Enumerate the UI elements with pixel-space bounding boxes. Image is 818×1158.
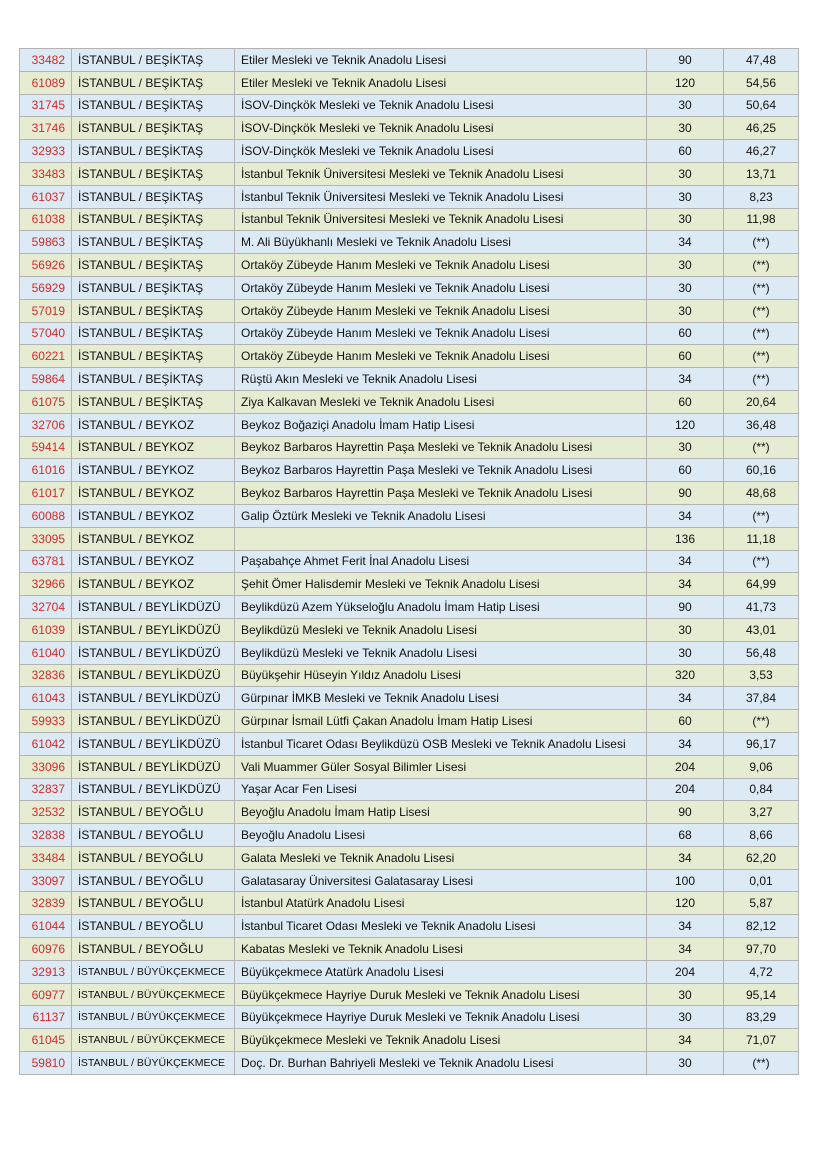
school-name-cell: Ortaköy Zübeyde Hanım Mesleki ve Teknik Anadolu Lisesi: [235, 299, 647, 322]
school-code-cell: 61039: [20, 618, 72, 641]
quota-cell: 30: [647, 1006, 724, 1029]
quota-cell: 30: [647, 618, 724, 641]
school-name-cell: Büyükşehir Hüseyin Yıldız Anadolu Lisesi: [235, 664, 647, 687]
school-name-cell: Gürpınar İMKB Mesleki ve Teknik Anadolu Lisesi: [235, 687, 647, 710]
province-district-cell: İSTANBUL / BEŞİKTAŞ: [72, 49, 235, 72]
school-code-cell: 32532: [20, 801, 72, 824]
table-row: [20, 983, 799, 1006]
table-row: [20, 94, 799, 117]
school-code-cell: 32706: [20, 413, 72, 436]
school-code-cell: 59933: [20, 710, 72, 733]
quota-cell: 120: [647, 413, 724, 436]
score-cell: 8,66: [724, 824, 799, 847]
score-cell: 54,56: [724, 71, 799, 94]
quota-cell: 34: [647, 938, 724, 961]
table-row: [20, 254, 799, 277]
school-code-cell: 56929: [20, 276, 72, 299]
province-district-cell: İSTANBUL / BEŞİKTAŞ: [72, 94, 235, 117]
province-district-cell: İSTANBUL / BEŞİKTAŞ: [72, 231, 235, 254]
school-name-cell: Ziya Kalkavan Mesleki ve Teknik Anadolu Lisesi: [235, 390, 647, 413]
score-cell: (**): [724, 299, 799, 322]
quota-cell: 30: [647, 94, 724, 117]
score-cell: (**): [724, 254, 799, 277]
quota-cell: 60: [647, 140, 724, 163]
school-code-cell: 61037: [20, 185, 72, 208]
school-name-cell: Büyükçekmece Atatürk Anadolu Lisesi: [235, 960, 647, 983]
school-name-cell: Beylikdüzü Azem Yükseloğlu Anadolu İmam Hatip Lisesi: [235, 596, 647, 619]
school-name-cell: Galip Öztürk Mesleki ve Teknik Anadolu Lisesi: [235, 504, 647, 527]
school-code-cell: 33097: [20, 869, 72, 892]
province-district-cell: İSTANBUL / BEŞİKTAŞ: [72, 254, 235, 277]
table-row: [20, 140, 799, 163]
province-district-cell: İSTANBUL / BEYKOZ: [72, 504, 235, 527]
school-name-cell: Beykoz Barbaros Hayrettin Paşa Mesleki ve Teknik Anadolu Lisesi: [235, 482, 647, 505]
score-cell: 11,98: [724, 208, 799, 231]
quota-cell: 60: [647, 459, 724, 482]
table-row: [20, 231, 799, 254]
table-row: [20, 892, 799, 915]
score-cell: 71,07: [724, 1029, 799, 1052]
quota-cell: 34: [647, 687, 724, 710]
table-row: [20, 185, 799, 208]
school-code-cell: 32838: [20, 824, 72, 847]
province-district-cell: İSTANBUL / BEŞİKTAŞ: [72, 71, 235, 94]
table-row: [20, 778, 799, 801]
table-row: [20, 641, 799, 664]
score-cell: 4,72: [724, 960, 799, 983]
school-code-cell: 61042: [20, 732, 72, 755]
score-cell: 43,01: [724, 618, 799, 641]
score-cell: 3,27: [724, 801, 799, 824]
school-name-cell: İstanbul Teknik Üniversitesi Mesleki ve Teknik Anadolu Lisesi: [235, 162, 647, 185]
score-cell: (**): [724, 550, 799, 573]
score-cell: 95,14: [724, 983, 799, 1006]
score-cell: 8,23: [724, 185, 799, 208]
school-code-cell: 61016: [20, 459, 72, 482]
score-cell: 0,01: [724, 869, 799, 892]
table-row: [20, 1052, 799, 1075]
quota-cell: 120: [647, 71, 724, 94]
school-name-cell: Doç. Dr. Burhan Bahriyeli Mesleki ve Teknik Anadolu Lisesi: [235, 1052, 647, 1075]
province-district-cell: İSTANBUL / BEYOĞLU: [72, 869, 235, 892]
table-row: [20, 710, 799, 733]
province-district-cell: İSTANBUL / BEYKOZ: [72, 482, 235, 505]
table-row: [20, 550, 799, 573]
province-district-cell: İSTANBUL / BEŞİKTAŞ: [72, 140, 235, 163]
quota-cell: 34: [647, 550, 724, 573]
quota-cell: 34: [647, 573, 724, 596]
table-row: [20, 869, 799, 892]
province-district-cell: İSTANBUL / BEYKOZ: [72, 436, 235, 459]
school-name-cell: [235, 527, 647, 550]
school-name-cell: Beykoz Barbaros Hayrettin Paşa Mesleki ve Teknik Anadolu Lisesi: [235, 436, 647, 459]
province-district-cell: İSTANBUL / BÜYÜKÇEKMECE: [72, 983, 235, 1006]
table-row: [20, 915, 799, 938]
province-district-cell: İSTANBUL / BEŞİKTAŞ: [72, 117, 235, 140]
quota-cell: 34: [647, 1029, 724, 1052]
table-row: [20, 368, 799, 391]
quota-cell: 90: [647, 801, 724, 824]
table-row: [20, 938, 799, 961]
table-row: [20, 755, 799, 778]
score-cell: (**): [724, 436, 799, 459]
table-row: [20, 846, 799, 869]
school-name-cell: Büyükçekmece Mesleki ve Teknik Anadolu Lisesi: [235, 1029, 647, 1052]
table-row: [20, 162, 799, 185]
school-name-cell: Beylikdüzü Mesleki ve Teknik Anadolu Lisesi: [235, 641, 647, 664]
score-cell: 64,99: [724, 573, 799, 596]
school-code-cell: 32913: [20, 960, 72, 983]
score-cell: (**): [724, 322, 799, 345]
school-name-cell: Beykoz Barbaros Hayrettin Paşa Mesleki ve Teknik Anadolu Lisesi: [235, 459, 647, 482]
quota-cell: 34: [647, 504, 724, 527]
school-name-cell: Kabatas Mesleki ve Teknik Anadolu Lisesi: [235, 938, 647, 961]
table-row: [20, 208, 799, 231]
quota-cell: 204: [647, 778, 724, 801]
quota-cell: 30: [647, 299, 724, 322]
quota-cell: 90: [647, 596, 724, 619]
table-row: [20, 596, 799, 619]
school-name-cell: Ortaköy Zübeyde Hanım Mesleki ve Teknik Anadolu Lisesi: [235, 254, 647, 277]
score-cell: 13,71: [724, 162, 799, 185]
score-cell: 36,48: [724, 413, 799, 436]
school-code-cell: 59810: [20, 1052, 72, 1075]
school-name-cell: Rüştü Akın Mesleki ve Teknik Anadolu Lisesi: [235, 368, 647, 391]
score-cell: (**): [724, 368, 799, 391]
quota-cell: 60: [647, 710, 724, 733]
quota-cell: 30: [647, 208, 724, 231]
province-district-cell: İSTANBUL / BÜYÜKÇEKMECE: [72, 1006, 235, 1029]
score-cell: 37,84: [724, 687, 799, 710]
province-district-cell: İSTANBUL / BEYLİKDÜZÜ: [72, 618, 235, 641]
province-district-cell: İSTANBUL / BEYLİKDÜZÜ: [72, 596, 235, 619]
school-name-cell: İstanbul Teknik Üniversitesi Mesleki ve Teknik Anadolu Lisesi: [235, 208, 647, 231]
table-row: [20, 459, 799, 482]
school-name-cell: Etiler Mesleki ve Teknik Anadolu Lisesi: [235, 71, 647, 94]
score-cell: 0,84: [724, 778, 799, 801]
table-row: [20, 413, 799, 436]
quota-cell: 100: [647, 869, 724, 892]
province-district-cell: İSTANBUL / BÜYÜKÇEKMECE: [72, 1052, 235, 1075]
province-district-cell: İSTANBUL / BEŞİKTAŞ: [72, 185, 235, 208]
score-cell: 47,48: [724, 49, 799, 72]
school-table: [19, 48, 799, 1075]
quota-cell: 30: [647, 983, 724, 1006]
score-cell: 82,12: [724, 915, 799, 938]
table-row: [20, 299, 799, 322]
quota-cell: 60: [647, 345, 724, 368]
province-district-cell: İSTANBUL / BÜYÜKÇEKMECE: [72, 960, 235, 983]
province-district-cell: İSTANBUL / BEŞİKTAŞ: [72, 208, 235, 231]
table-row: [20, 504, 799, 527]
province-district-cell: İSTANBUL / BEŞİKTAŞ: [72, 390, 235, 413]
score-cell: 41,73: [724, 596, 799, 619]
quota-cell: 90: [647, 482, 724, 505]
table-body: [20, 49, 799, 1075]
table-row: [20, 687, 799, 710]
school-code-cell: 61045: [20, 1029, 72, 1052]
school-name-cell: İSOV-Dinçkök Mesleki ve Teknik Anadolu Lisesi: [235, 117, 647, 140]
school-code-cell: 59414: [20, 436, 72, 459]
school-name-cell: Beyoğlu Anadolu İmam Hatip Lisesi: [235, 801, 647, 824]
province-district-cell: İSTANBUL / BEYOĞLU: [72, 824, 235, 847]
province-district-cell: İSTANBUL / BEYLİKDÜZÜ: [72, 641, 235, 664]
score-cell: 20,64: [724, 390, 799, 413]
province-district-cell: İSTANBUL / BEYKOZ: [72, 413, 235, 436]
school-name-cell: Beykoz Boğaziçi Anadolu İmam Hatip Lisesi: [235, 413, 647, 436]
province-district-cell: İSTANBUL / BÜYÜKÇEKMECE: [72, 1029, 235, 1052]
school-code-cell: 61040: [20, 641, 72, 664]
table-row: [20, 618, 799, 641]
school-name-cell: Büyükçekmece Hayriye Duruk Mesleki ve Teknik Anadolu Lisesi: [235, 1006, 647, 1029]
school-code-cell: 61089: [20, 71, 72, 94]
school-code-cell: 32966: [20, 573, 72, 596]
score-cell: (**): [724, 710, 799, 733]
quota-cell: 204: [647, 755, 724, 778]
school-name-cell: İSOV-Dinçkök Mesleki ve Teknik Anadolu Lisesi: [235, 140, 647, 163]
score-cell: (**): [724, 1052, 799, 1075]
province-district-cell: İSTANBUL / BEYLİKDÜZÜ: [72, 778, 235, 801]
school-code-cell: 59863: [20, 231, 72, 254]
school-code-cell: 63781: [20, 550, 72, 573]
quota-cell: 30: [647, 276, 724, 299]
score-cell: 60,16: [724, 459, 799, 482]
school-code-cell: 61137: [20, 1006, 72, 1029]
province-district-cell: İSTANBUL / BEYLİKDÜZÜ: [72, 755, 235, 778]
score-cell: (**): [724, 276, 799, 299]
score-cell: 62,20: [724, 846, 799, 869]
table-row: [20, 1006, 799, 1029]
school-code-cell: 61038: [20, 208, 72, 231]
school-code-cell: 31746: [20, 117, 72, 140]
school-code-cell: 60977: [20, 983, 72, 1006]
school-code-cell: 61043: [20, 687, 72, 710]
province-district-cell: İSTANBUL / BEYLİKDÜZÜ: [72, 732, 235, 755]
province-district-cell: İSTANBUL / BEŞİKTAŞ: [72, 368, 235, 391]
table-row: [20, 117, 799, 140]
quota-cell: 34: [647, 368, 724, 391]
school-code-cell: 32704: [20, 596, 72, 619]
score-cell: (**): [724, 345, 799, 368]
quota-cell: 30: [647, 254, 724, 277]
school-code-cell: 61044: [20, 915, 72, 938]
school-code-cell: 32836: [20, 664, 72, 687]
table-row: [20, 1029, 799, 1052]
school-name-cell: Vali Muammer Güler Sosyal Bilimler Lisesi: [235, 755, 647, 778]
score-cell: 50,64: [724, 94, 799, 117]
school-name-cell: M. Ali Büyükhanlı Mesleki ve Teknik Anadolu Lisesi: [235, 231, 647, 254]
table-row: [20, 960, 799, 983]
school-name-cell: Ortaköy Zübeyde Hanım Mesleki ve Teknik Anadolu Lisesi: [235, 322, 647, 345]
quota-cell: 30: [647, 436, 724, 459]
score-cell: 11,18: [724, 527, 799, 550]
school-code-cell: 31745: [20, 94, 72, 117]
school-name-cell: Büyükçekmece Hayriye Duruk Mesleki ve Teknik Anadolu Lisesi: [235, 983, 647, 1006]
quota-cell: 90: [647, 49, 724, 72]
school-code-cell: 32837: [20, 778, 72, 801]
school-code-cell: 57040: [20, 322, 72, 345]
school-code-cell: 32839: [20, 892, 72, 915]
table-row: [20, 71, 799, 94]
table-row: [20, 276, 799, 299]
score-cell: 97,70: [724, 938, 799, 961]
school-code-cell: 61075: [20, 390, 72, 413]
quota-cell: 320: [647, 664, 724, 687]
score-cell: 83,29: [724, 1006, 799, 1029]
score-cell: 48,68: [724, 482, 799, 505]
school-name-cell: Ortaköy Zübeyde Hanım Mesleki ve Teknik Anadolu Lisesi: [235, 345, 647, 368]
quota-cell: 120: [647, 892, 724, 915]
school-name-cell: İstanbul Ticaret Odası Mesleki ve Teknik Anadolu Lisesi: [235, 915, 647, 938]
province-district-cell: İSTANBUL / BEYKOZ: [72, 550, 235, 573]
school-code-cell: 33482: [20, 49, 72, 72]
province-district-cell: İSTANBUL / BEŞİKTAŞ: [72, 345, 235, 368]
province-district-cell: İSTANBUL / BEYOĞLU: [72, 892, 235, 915]
school-name-cell: Yaşar Acar Fen Lisesi: [235, 778, 647, 801]
table-row: [20, 824, 799, 847]
score-cell: 56,48: [724, 641, 799, 664]
school-name-cell: Galata Mesleki ve Teknik Anadolu Lisesi: [235, 846, 647, 869]
school-code-cell: 61017: [20, 482, 72, 505]
quota-cell: 204: [647, 960, 724, 983]
province-district-cell: İSTANBUL / BEYKOZ: [72, 527, 235, 550]
school-code-cell: 56926: [20, 254, 72, 277]
score-cell: 3,53: [724, 664, 799, 687]
table-row: [20, 664, 799, 687]
school-code-cell: 33483: [20, 162, 72, 185]
quota-cell: 136: [647, 527, 724, 550]
table-row: [20, 49, 799, 72]
score-cell: (**): [724, 504, 799, 527]
province-district-cell: İSTANBUL / BEYLİKDÜZÜ: [72, 664, 235, 687]
province-district-cell: İSTANBUL / BEYLİKDÜZÜ: [72, 687, 235, 710]
province-district-cell: İSTANBUL / BEŞİKTAŞ: [72, 162, 235, 185]
province-district-cell: İSTANBUL / BEYKOZ: [72, 573, 235, 596]
school-code-cell: 33096: [20, 755, 72, 778]
school-name-cell: Beylikdüzü Mesleki ve Teknik Anadolu Lisesi: [235, 618, 647, 641]
school-name-cell: İstanbul Ticaret Odası Beylikdüzü OSB Mesleki ve Teknik Anadolu Lisesi: [235, 732, 647, 755]
province-district-cell: İSTANBUL / BEYOĞLU: [72, 801, 235, 824]
province-district-cell: İSTANBUL / BEYOĞLU: [72, 915, 235, 938]
quota-cell: 60: [647, 322, 724, 345]
school-name-cell: Ortaköy Zübeyde Hanım Mesleki ve Teknik Anadolu Lisesi: [235, 276, 647, 299]
province-district-cell: İSTANBUL / BEYOĞLU: [72, 938, 235, 961]
school-code-cell: 60221: [20, 345, 72, 368]
school-code-cell: 60976: [20, 938, 72, 961]
score-cell: 9,06: [724, 755, 799, 778]
school-name-cell: Şehit Ömer Halisdemir Mesleki ve Teknik Anadolu Lisesi: [235, 573, 647, 596]
school-code-cell: 33095: [20, 527, 72, 550]
table-row: [20, 801, 799, 824]
school-code-cell: 32933: [20, 140, 72, 163]
quota-cell: 34: [647, 231, 724, 254]
school-code-cell: 60088: [20, 504, 72, 527]
quota-cell: 68: [647, 824, 724, 847]
school-code-cell: 59864: [20, 368, 72, 391]
table-row: [20, 732, 799, 755]
table-row: [20, 527, 799, 550]
score-cell: (**): [724, 231, 799, 254]
province-district-cell: İSTANBUL / BEYOĞLU: [72, 846, 235, 869]
score-cell: 96,17: [724, 732, 799, 755]
table-row: [20, 390, 799, 413]
school-name-cell: İSOV-Dinçkök Mesleki ve Teknik Anadolu Lisesi: [235, 94, 647, 117]
table-row: [20, 482, 799, 505]
school-code-cell: 57019: [20, 299, 72, 322]
table-row: [20, 573, 799, 596]
school-name-cell: Gürpınar İsmail Lütfi Çakan Anadolu İmam Hatip Lisesi: [235, 710, 647, 733]
score-cell: 46,27: [724, 140, 799, 163]
school-name-cell: İstanbul Atatürk Anadolu Lisesi: [235, 892, 647, 915]
quota-cell: 34: [647, 732, 724, 755]
table-row: [20, 345, 799, 368]
quota-cell: 30: [647, 641, 724, 664]
province-district-cell: İSTANBUL / BEŞİKTAŞ: [72, 322, 235, 345]
table-row: [20, 436, 799, 459]
score-cell: 5,87: [724, 892, 799, 915]
school-quota-sheet: [19, 48, 798, 1075]
quota-cell: 30: [647, 162, 724, 185]
province-district-cell: İSTANBUL / BEŞİKTAŞ: [72, 276, 235, 299]
quota-cell: 60: [647, 390, 724, 413]
table-row: [20, 322, 799, 345]
quota-cell: 34: [647, 846, 724, 869]
school-name-cell: Paşabahçe Ahmet Ferit İnal Anadolu Lisesi: [235, 550, 647, 573]
quota-cell: 30: [647, 117, 724, 140]
province-district-cell: İSTANBUL / BEYLİKDÜZÜ: [72, 710, 235, 733]
school-name-cell: Galatasaray Üniversitesi Galatasaray Lisesi: [235, 869, 647, 892]
school-name-cell: İstanbul Teknik Üniversitesi Mesleki ve Teknik Anadolu Lisesi: [235, 185, 647, 208]
quota-cell: 34: [647, 915, 724, 938]
score-cell: 46,25: [724, 117, 799, 140]
province-district-cell: İSTANBUL / BEYKOZ: [72, 459, 235, 482]
school-code-cell: 33484: [20, 846, 72, 869]
province-district-cell: İSTANBUL / BEŞİKTAŞ: [72, 299, 235, 322]
quota-cell: 30: [647, 1052, 724, 1075]
quota-cell: 30: [647, 185, 724, 208]
school-name-cell: Beyoğlu Anadolu Lisesi: [235, 824, 647, 847]
school-name-cell: Etiler Mesleki ve Teknik Anadolu Lisesi: [235, 49, 647, 72]
